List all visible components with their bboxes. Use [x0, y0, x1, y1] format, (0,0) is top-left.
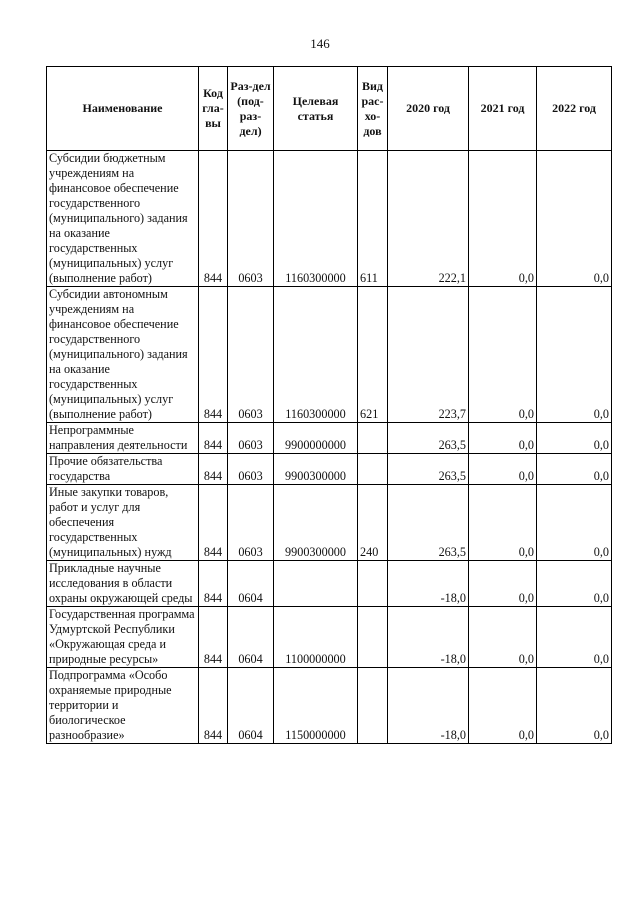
cell-code: 844: [199, 607, 228, 668]
budget-table: [46, 66, 612, 744]
header-name: Наименование: [47, 67, 199, 151]
cell-target: 1100000000: [274, 607, 358, 668]
cell-name: Прочие обязательства государства: [47, 454, 199, 485]
table-header-row: [47, 67, 612, 151]
table-row: [47, 561, 612, 607]
cell-2021: 0,0: [469, 287, 537, 423]
cell-section: 0603: [228, 454, 274, 485]
cell-2022: 0,0: [537, 561, 612, 607]
cell-2022: 0,0: [537, 454, 612, 485]
cell-target: 9900300000: [274, 454, 358, 485]
cell-expense-type: [358, 607, 388, 668]
cell-2020: -18,0: [388, 607, 469, 668]
cell-name: Подпрограмма «Особо охраняемые природные территории и биологическое разнообразие»: [47, 668, 199, 744]
cell-2022: 0,0: [537, 287, 612, 423]
cell-expense-type: [358, 454, 388, 485]
cell-name: Прикладные научные исследования в области охраны окружающей среды: [47, 561, 199, 607]
cell-code: 844: [199, 287, 228, 423]
cell-expense-type: [358, 668, 388, 744]
cell-section: 0604: [228, 607, 274, 668]
cell-2022: 0,0: [537, 423, 612, 454]
table-row: [47, 485, 612, 561]
cell-expense-type: 240: [358, 485, 388, 561]
cell-2021: 0,0: [469, 607, 537, 668]
cell-name: Непрограммные направления деятельности: [47, 423, 199, 454]
cell-expense-type: [358, 423, 388, 454]
cell-2021: 0,0: [469, 668, 537, 744]
cell-target: 1160300000: [274, 151, 358, 287]
cell-section: 0603: [228, 485, 274, 561]
cell-2021: 0,0: [469, 561, 537, 607]
cell-target: 9900300000: [274, 485, 358, 561]
table-row: [47, 668, 612, 744]
header-expense-type: Вид рас-хо-дов: [358, 67, 388, 151]
cell-section: 0604: [228, 561, 274, 607]
header-section: Раз-дел (под-раз-дел): [228, 67, 274, 151]
cell-expense-type: 611: [358, 151, 388, 287]
cell-target: [274, 561, 358, 607]
table-row: [47, 607, 612, 668]
cell-name: Государственная программа Удмуртской Республики «Окружающая среда и природные ресурсы»: [47, 607, 199, 668]
cell-code: 844: [199, 485, 228, 561]
cell-section: 0604: [228, 668, 274, 744]
cell-target: 1160300000: [274, 287, 358, 423]
header-2020: 2020 год: [388, 67, 469, 151]
cell-section: 0603: [228, 423, 274, 454]
cell-2021: 0,0: [469, 485, 537, 561]
cell-2021: 0,0: [469, 423, 537, 454]
cell-2020: 223,7: [388, 287, 469, 423]
cell-name: Субсидии автономным учреждениям на финансовое обеспечение государственного (муниципального) задания на оказание государственных (муниципальных) услуг (выполнение работ): [47, 287, 199, 423]
cell-2022: 0,0: [537, 668, 612, 744]
page-number: 146: [310, 36, 330, 51]
cell-2020: 263,5: [388, 454, 469, 485]
cell-2021: 0,0: [469, 151, 537, 287]
table-row: [47, 151, 612, 287]
cell-code: 844: [199, 668, 228, 744]
table-row: [47, 423, 612, 454]
cell-2021: 0,0: [469, 454, 537, 485]
table-row: [47, 287, 612, 423]
cell-2020: 222,1: [388, 151, 469, 287]
cell-name: Субсидии бюджетным учреждениям на финансовое обеспечение государственного (муниципального) задания на оказание государственных (муниципальных) услуг (выполнение работ): [47, 151, 199, 287]
cell-code: 844: [199, 423, 228, 454]
cell-section: 0603: [228, 287, 274, 423]
cell-2022: 0,0: [537, 485, 612, 561]
cell-2022: 0,0: [537, 607, 612, 668]
cell-code: 844: [199, 151, 228, 287]
cell-2022: 0,0: [537, 151, 612, 287]
cell-target: 9900000000: [274, 423, 358, 454]
cell-code: 844: [199, 561, 228, 607]
header-2021: 2021 год: [469, 67, 537, 151]
header-2022: 2022 год: [537, 67, 612, 151]
cell-2020: -18,0: [388, 561, 469, 607]
cell-expense-type: [358, 561, 388, 607]
header-target: Целевая статья: [274, 67, 358, 151]
cell-code: 844: [199, 454, 228, 485]
cell-expense-type: 621: [358, 287, 388, 423]
cell-name: Иные закупки товаров, работ и услуг для обеспечения государственных (муниципальных) нужд: [47, 485, 199, 561]
cell-2020: 263,5: [388, 423, 469, 454]
cell-2020: 263,5: [388, 485, 469, 561]
table-row: [47, 454, 612, 485]
cell-2020: -18,0: [388, 668, 469, 744]
cell-section: 0603: [228, 151, 274, 287]
cell-target: 1150000000: [274, 668, 358, 744]
header-code: Код гла-вы: [199, 67, 228, 151]
